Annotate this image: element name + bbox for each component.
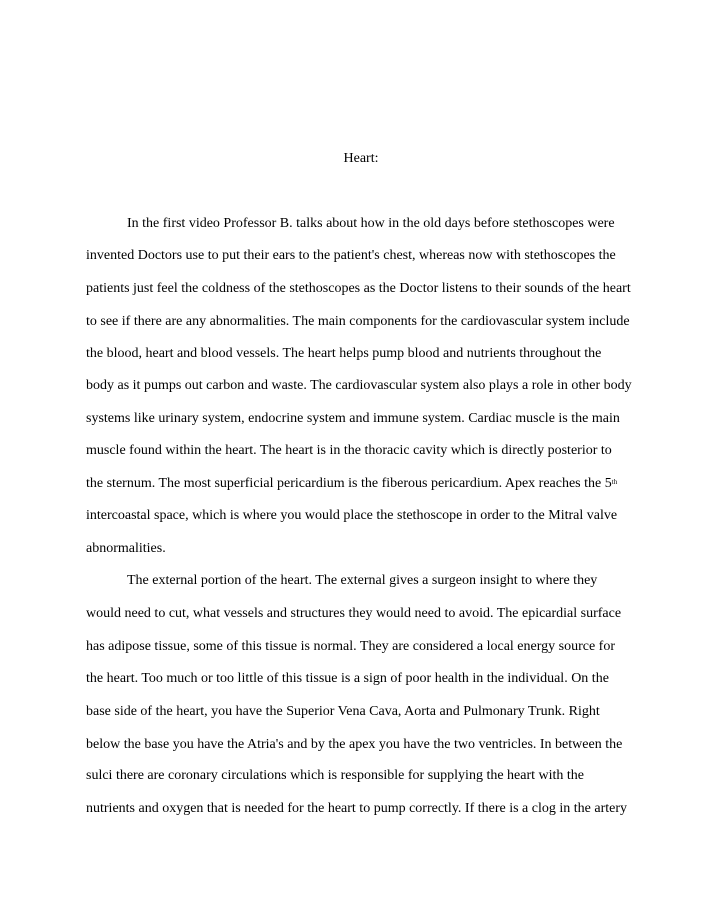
ordinal-superscript: th (611, 478, 618, 486)
paragraph-1-line-2: invented Doctors use to put their ears to the patient's chest, whereas now with stethoscopes the (86, 248, 616, 263)
paragraph-1-line-1: In the first video Professor B. talks about how in the old days before stethoscopes were (127, 216, 615, 231)
paragraph-1-line-9 (86, 475, 617, 493)
paragraph-2-line-1: The external portion of the heart. The external gives a surgeon insight to where they (127, 573, 598, 588)
paragraph-1-line-10: intercoastal space, which is where you would place the stethoscope in order to the Mitral valve (86, 508, 618, 523)
paragraph-1-line-5: the blood, heart and blood vessels. The heart helps pump blood and nutrients throughout the (86, 346, 602, 361)
paragraph-2-line-4: the heart. Too much or too little of this tissue is a sign of poor health in the individual. On the (86, 671, 609, 686)
paragraph-1-line-3: patients just feel the coldness of the stethoscopes as the Doctor listens to their sounds of the heart (86, 281, 631, 296)
document-title: Heart: (343, 151, 379, 166)
paragraph-2-line-2: would need to cut, what vessels and structures they would need to avoid. The epicardial surface (86, 606, 622, 621)
paragraph-1-line-7: systems like urinary system, endocrine system and immune system. Cardiac muscle is the main (86, 411, 620, 426)
paragraph-2-line-6: below the base you have the Atria's and by the apex you have the two ventricles. In between the (86, 737, 623, 752)
paragraph-2-line-7: sulci there are coronary circulations which is responsible for supplying the heart with the (86, 768, 585, 783)
paragraph-1-line-8: muscle found within the heart. The heart is in the thoracic cavity which is directly posterior to (86, 443, 612, 458)
paragraph-1-line-6: body as it pumps out carbon and waste. The cardiovascular system also plays a role in other body (86, 378, 632, 393)
paragraph-2-line-3: has adipose tissue, some of this tissue is normal. They are considered a local energy source for (86, 639, 616, 654)
paragraph-1-line-9-text: the sternum. The most superficial pericardium is the fiberous pericardium. Apex reaches the 5 (86, 476, 612, 491)
paragraph-2-line-5: base side of the heart, you have the Superior Vena Cava, Aorta and Pulmonary Trunk. Right (86, 704, 600, 719)
paragraph-2-line-8: nutrients and oxygen that is needed for the heart to pump correctly. If there is a clog in the artery (86, 801, 628, 816)
paragraph-1-line-11: abnormalities. (86, 541, 166, 556)
paragraph-1-line-4: to see if there are any abnormalities. The main components for the cardiovascular system include (86, 314, 630, 329)
